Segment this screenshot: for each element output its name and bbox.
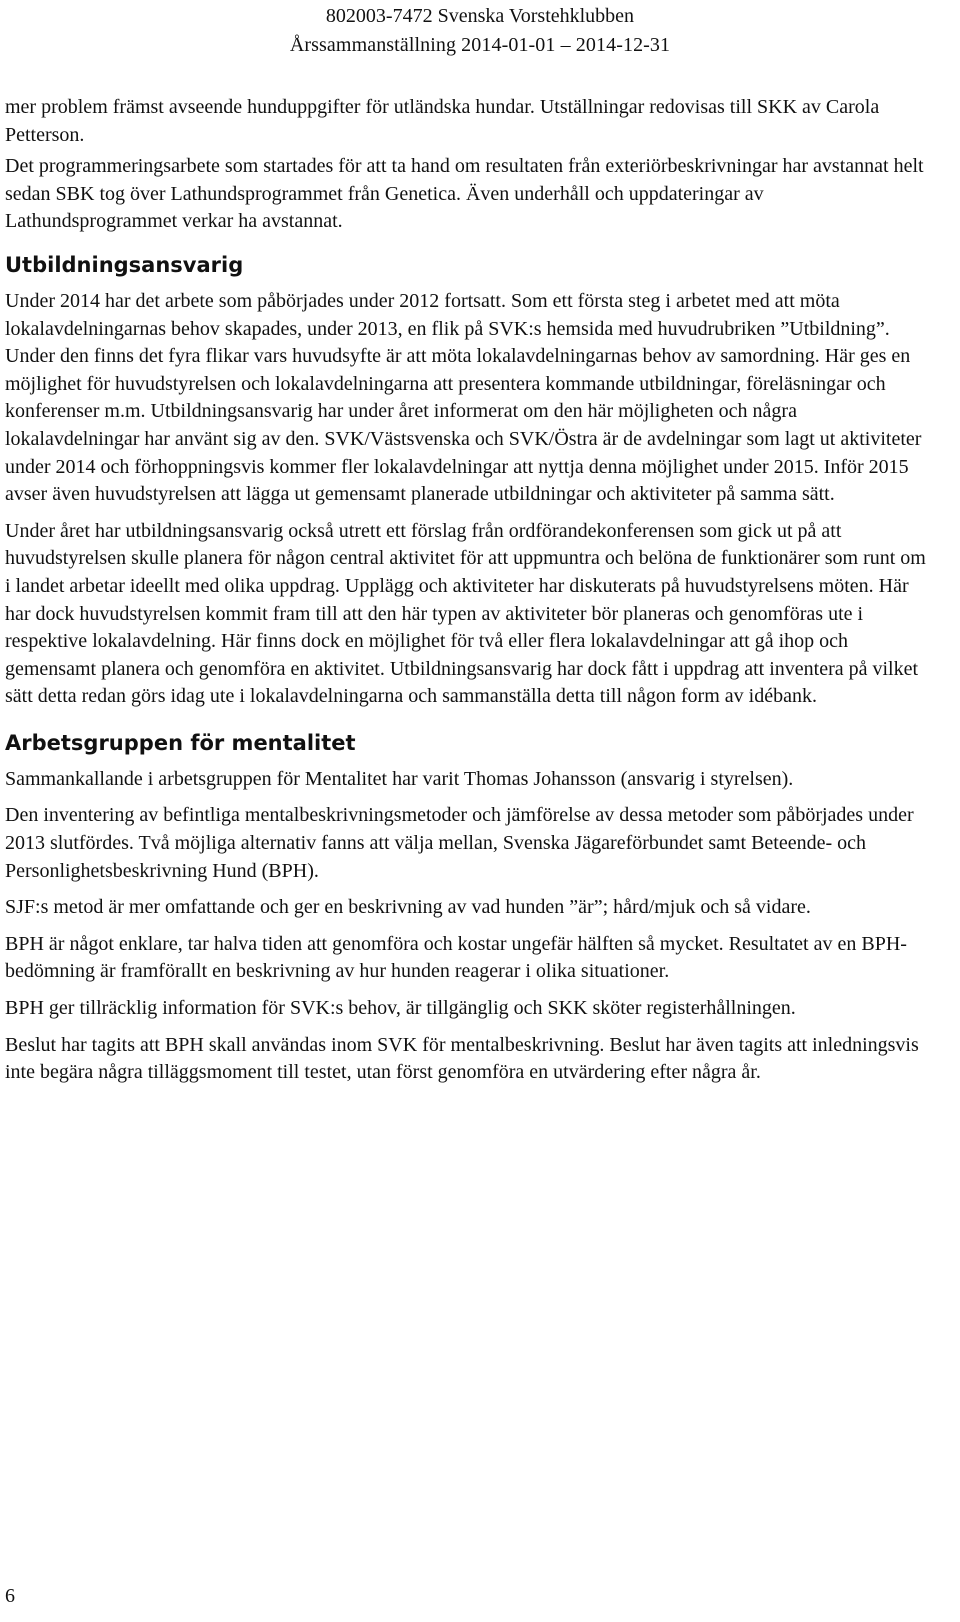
paragraph-utbildning-1: Under 2014 har det arbete som påbörjades under 2012 fortsatt. Som ett första steg i arbetet med att möta lokalavdelningarnas behov skapades, under 2013, en flik på SVK:s hemsida med huvudrubriken ”Utbildning”. Under den finns det fyra flikar vars huvudsyfte är att möta lokalavdelningarnas behov av samordning. Här ges en möjlighet för huvudstyrelsen och lokalavdelningarna att presentera kommande utbildningar, föreläsningar och konferenser m.m. Utbildningsansvarig har under året informerat om den här möjligheten och några lokalavdelningar har använt sig av den. SVK/Västsvenska och SVK/Östra är de avdelningar som lagt ut aktiviteter under 2014 och förhoppningsvis kommer fler lokalavdelningar att nyttja denna möjlighet under 2015. Inför 2015 avser även huvudstyrelsen att lägga ut gemensamt planerade utbildningar och aktiviteter på samma sätt. — [5, 289, 922, 506]
paragraph-continued: mer problem främst avseende hunduppgifter för utländska hundar. Utställningar redovisas till SKK av Carola Petterson. — [5, 96, 880, 146]
paragraph-mentalitet-5: BPH ger tillräcklig information för SVK:s behov, är tillgänglig och SKK sköter registerhållningen. — [5, 997, 796, 1020]
page-number: 6 — [5, 1585, 15, 1607]
paragraph-utbildning-2: Under året har utbildningsansvarig också utrett ett förslag från ordförandekonferensen som gick ut på att huvudstyrelsen skulle planera för någon central aktivitet för att uppmuntra och belöna de funktionärer som runt om i landet arbetar ideellt med olika uppdrag. Upplägg och aktiviteter har diskuterats på huvudstyrelsens möten. Här har dock huvudstyrelsen kommit fram till att den här typen av aktiviteter bör planeras och genomföras ute i respektive lokalavdelning. Här finns dock en möjlighet för två eller flera lokalavdelningar att gå ihop och gemensamt planera och genomföra en aktivitet. Utbildningsansvarig har dock fått i uppdrag att inventera på vilket sätt detta redan görs idag ute i lokalavdelningarna och sammanställa detta till någon form av idébank. — [5, 519, 926, 708]
paragraph-programming: Det programmeringsarbete som startades för att ta hand om resultaten från exteriörbeskrivningar har avstannat helt sedan SBK tog över Lathundsprogrammet från Genetica. Även underhåll och uppdateringar av Lathundsprogrammet verkar ha avstannat. — [5, 155, 924, 233]
paragraph-mentalitet-4: BPH är något enklare, tar halva tiden att genomföra och kostar ungefär hälften så mycket. Resultatet av en BPH-bedömning är framförallt en beskrivning av hur hunden reagerar i olika situationer. — [5, 932, 907, 983]
paragraph-mentalitet-3: SJF:s metod är mer omfattande och ger en beskrivning av vad hunden ”är”; hård/mjuk och så vidare. — [5, 896, 811, 919]
paragraph-mentalitet-2: Den inventering av befintliga mentalbeskrivningsmetoder och jämförelse av dessa metoder som påbörjades under 2013 slutfördes. Två möjliga alternativ fanns att välja mellan, Svenska Jägareförbundet samt Beteende- och Personlighetsbeskrivning Hund (BPH). — [5, 804, 914, 882]
header-organization: 802003-7472 Svenska Vorstehklubben — [325, 5, 635, 27]
header-period: Årssammanställning 2014-01-01 – 2014-12-31 — [289, 34, 671, 56]
page-header — [0, 2, 960, 60]
paragraph-mentalitet-1: Sammankallande i arbetsgruppen för Mentalitet har varit Thomas Johansson (ansvarig i styrelsen). — [5, 767, 794, 790]
section-heading-utbildningsansvarig: Utbildningsansvarig — [5, 252, 244, 277]
paragraph-mentalitet-6: Beslut har tagits att BPH skall användas inom SVK för mentalbeskrivning. Beslut har även tagits att inledningsvis inte begära några tilläggsmoment till testet, utan först genomföra en utvärdering efter några år. — [5, 1033, 919, 1084]
section-heading-mentalitet: Arbetsgruppen för mentalitet — [5, 730, 356, 755]
document-body — [5, 94, 930, 1087]
